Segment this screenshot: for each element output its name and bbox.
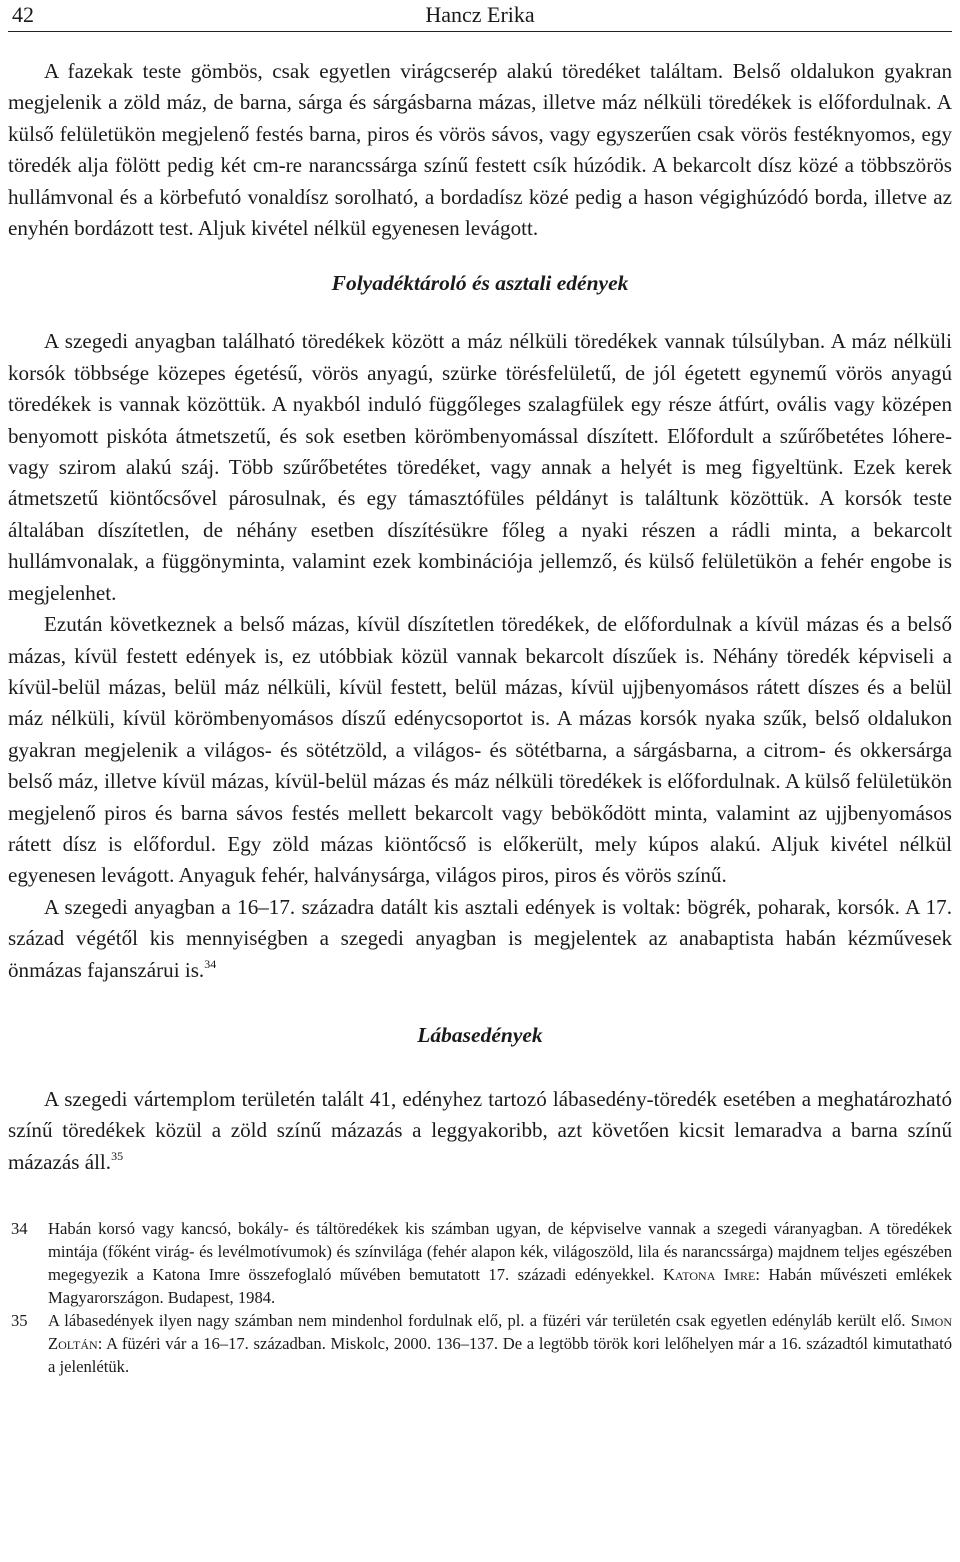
footnote-reference: 34 bbox=[204, 956, 217, 971]
running-head-author: Hancz Erika bbox=[425, 2, 535, 27]
footnote-text: A lábasedények ilyen nagy számban nem mindenhol fordulnak elő, pl. a füzéri vár területén csak egyetlen edényláb került elő. bbox=[48, 1310, 906, 1330]
cited-author: Simon Zoltán bbox=[48, 1310, 952, 1353]
paragraph: A fazekak teste gömbös, csak egyetlen virágcserép alakú töredéket találtam. Belső oldalukon gyakran megjelenik a zöld máz, de barna, sárga és sárgásbarna mázas, illetve máz nélküli töredékek is előfordulnak. A külső felületükön megjelenő festés barna, piros és vörös sávos, vagy egyszerűen csak vörös festéknyomos, egy töredék alja fölött pedig két cm-re narancssárga színű festett csík húzódik. A bekarcolt dísz közé a többszörös hullámvonal és a körbefutó vonaldísz sorolható, a bordadísz közé pedig a hason végighúzódó borda, illetve az enyhén bordázott test. Aljuk kivétel nélkül egyenesen levágott. bbox=[8, 59, 952, 241]
paragraph bbox=[8, 892, 952, 986]
footnote-number: 34 bbox=[11, 1219, 28, 1239]
footnote bbox=[8, 1310, 952, 1379]
main-text bbox=[8, 56, 952, 1178]
paragraph: A szegedi anyagban található töredékek között a máz nélküli töredékek vannak túlsúlyban. A máz nélküli korsók többsége közepes égetésű, vörös anyagú, szürke törésfelületű, de jól égetett egynemű vörös anyagú töredékek is vannak közöttük. A nyakból induló függőleges szalagfülek egy része átfúrt, ovális vagy középen benyomott piskóta átmetszetű, és sok esetben körömbenyomással díszített. Előfordult a szűrőbetétes lóhere- vagy szirom alakú száj. Több szűrőbetétes töredéket, vagy annak a helyét is meg figyeltünk. Ezek kerek átmetszetű kiöntőcsővel párosulnak, és egy támasztófüles példányt is találtunk közöttük. A korsók teste általában díszítetlen, de néhány esetben díszítésükre főleg a nyaki részen a rádli minta, a bekarcolt hullámvonalak, a függönyminta, valamint ezek kombinációja jellemző, és külső felületükön a fehér engobe is megjelenhet. bbox=[8, 329, 952, 605]
footnote-text: Habán korsó vagy kancsó, bokály- és táltöredékek kis számban ugyan, de képviselve vannak a szegedi váranyagban. A töredékek mintája (főként virág- és levélmotívumok) és színvilága (fehér alapon kék, világoszöld, lila és narancssárga) majdnem teljes egészében megegyezik a Katona Imre összefoglaló művében bemutatott 17. századi edényekkel. bbox=[48, 1219, 952, 1284]
footnote bbox=[8, 1218, 952, 1310]
paragraph: Ezután következnek a belső mázas, kívül díszítetlen töredékek, de előfordulnak a kívül mázas és a belső mázas, kívül festett edények is, ez utóbbiak közül vannak bekarcolt díszűek is. Néhány töredék képviseli a kívül-belül mázas, belül máz nélküli, kívül festett, belül mázas, kívül ujjbenyomásos rátett díszes és a belül máz nélküli, kívül körömbenyomásos díszű edénycsoportot is. A mázas korsók nyaka szűk, belső oldalukon gyakran megjelenik a világos- és sötétzöld, a világos- és sötétbarna, a sárgásbarna, a citrom- és okkersárga belső máz, illetve kívül mázas, kívül-belül mázas és máz nélküli töredékek is előfordulnak. A külső felületükön megjelenő piros és barna sávos festés mellett bekarcolt vagy bebökődött minta, valamint az ujjbenyomásos rátett dísz is előfordul. Egy zöld mázas kiöntőcső is előkerült, mely kúpos alakú. Aljuk kivétel nélkül egyenesen levágott. Anyaguk fehér, halványsárga, világos piros, piros és vörös színű. bbox=[8, 612, 952, 888]
footnote-text: : A füzéri vár a 16–17. században. Miskolc, 2000. 136–137. De a legtöbb török kori lelőhelyen már a 16. századtól kimutatható a jelenlétük. bbox=[48, 1333, 952, 1376]
section-heading: Lábasedények bbox=[417, 1022, 543, 1047]
cited-author: Katona Imre bbox=[662, 1265, 756, 1284]
footnote-reference: 35 bbox=[111, 1148, 124, 1163]
footnotes bbox=[8, 1218, 952, 1378]
header-rule bbox=[8, 31, 952, 32]
footnote-text: : Habán művészeti emlékek Magyarországon. Budapest, 1984. bbox=[48, 1265, 952, 1307]
footnote-number: 35 bbox=[11, 1310, 28, 1330]
paragraph-text: A szegedi anyagban a 16–17. századra datált kis asztali edények is voltak: bögrék, poharak, korsók. A 17. század végétől kis mennyiségben a szegedi anyagban is megjelentek az anabaptista habán kézművesek önmázas fajanszárui is. bbox=[8, 894, 952, 982]
running-head bbox=[8, 0, 952, 31]
section-heading: Folyadéktároló és asztali edények bbox=[331, 271, 629, 296]
paragraph-text: A szegedi vártemplom területén talált 41, edényhez tartozó lábasedény-töredék esetében a meghatározható színű töredékek közül a zöld színű mázazás a leggyakoribb, azt követően kicsit lemaradva a barna színű mázazás áll. bbox=[8, 1086, 952, 1174]
page-number: 42 bbox=[12, 2, 34, 27]
paragraph bbox=[8, 1084, 952, 1178]
